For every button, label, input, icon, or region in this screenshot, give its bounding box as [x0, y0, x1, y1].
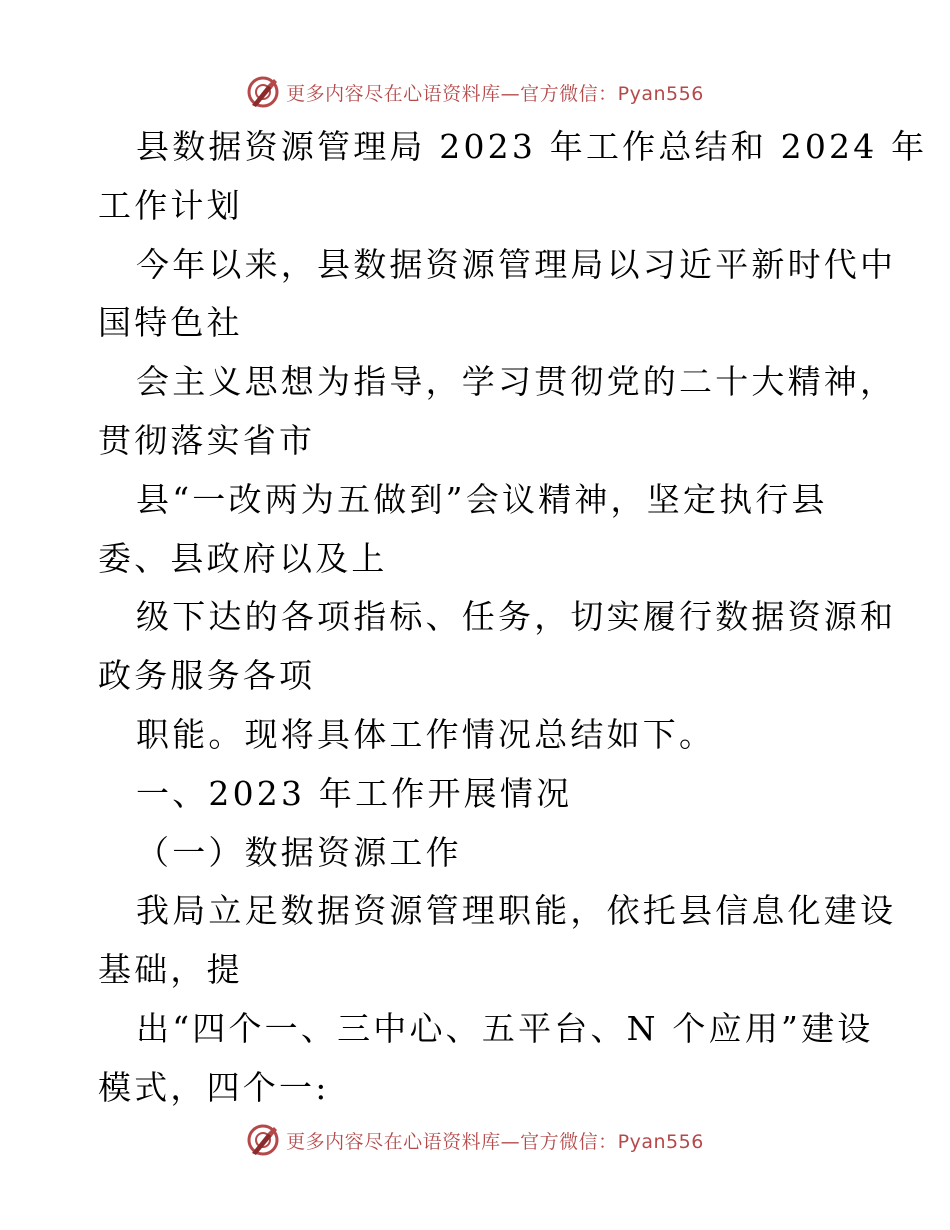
text-line: 国特色社	[98, 303, 243, 343]
text-line: 贯彻落实省市	[98, 420, 316, 460]
text-line: 会主义思想为指导，学习贯彻党的二十大精神，	[136, 362, 897, 402]
text-line: 县“一改两为五做到”会议精神，坚定执行县	[136, 479, 828, 519]
text-line: 出“四个一、三中心、五平台、N 个应用”建设	[136, 1008, 874, 1048]
footer-watermark	[0, 1120, 950, 1160]
text-line: 县数据资源管理局 2023 年工作总结和 2024 年	[136, 127, 928, 166]
text-line: 政务服务各项	[98, 656, 316, 696]
text-line: 职能。现将具体工作情况总结如下。	[136, 714, 716, 754]
header-watermark	[0, 72, 950, 112]
text-line: （一）数据资源工作	[136, 832, 462, 872]
watermark-text: 更多内容尽在心语资料库—官方微信：Pyan556	[286, 1130, 704, 1153]
text-line: 模式，四个一:	[98, 1067, 330, 1107]
text-line: 委、县政府以及上	[98, 538, 388, 578]
text-line: 今年以来，县数据资源管理局以习近平新时代中	[136, 244, 897, 284]
pen-logo-icon	[246, 1123, 280, 1157]
watermark-text: 更多内容尽在心语资料库—官方微信：Pyan556	[286, 82, 704, 105]
text-line: 一、2023 年工作开展情况	[136, 773, 573, 813]
text-line: 级下达的各项指标、任务，切实履行数据资源和	[136, 597, 897, 637]
document-body	[98, 118, 928, 1118]
text-line: 工作计划	[98, 185, 243, 225]
pen-logo-icon	[246, 75, 280, 109]
text-line: 基础，提	[98, 950, 243, 990]
text-line: 我局立足数据资源管理职能，依托县信息化建设	[136, 891, 897, 931]
